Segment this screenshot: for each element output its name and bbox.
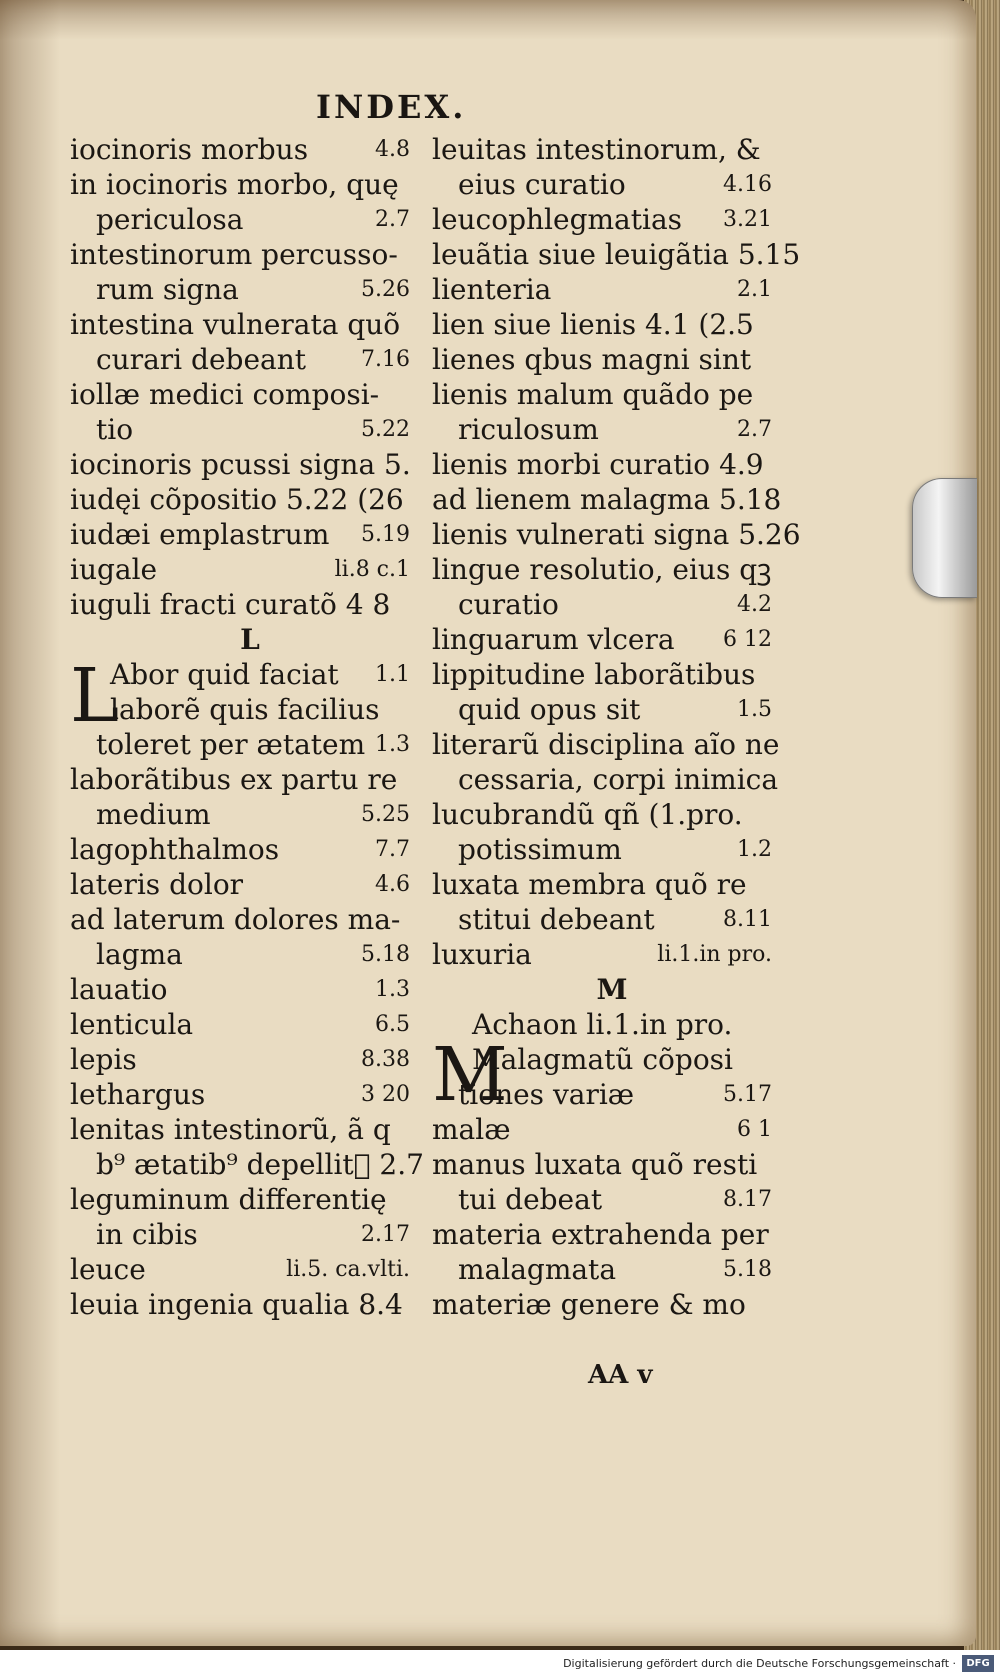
- index-entry: [432, 552, 772, 587]
- index-entry: [70, 692, 410, 727]
- index-entry-reference: 5.22: [361, 417, 410, 442]
- index-entry: [432, 937, 772, 972]
- index-entry-text: lagma: [96, 938, 183, 971]
- index-entry: [70, 832, 410, 867]
- index-entry: [70, 1077, 410, 1112]
- index-entry-text: leuce: [70, 1253, 146, 1286]
- index-entry-text: periculosa: [96, 203, 244, 236]
- index-entry-text: stitui debeant: [458, 903, 655, 936]
- index-entry: [70, 902, 410, 937]
- index-entry: [432, 342, 772, 377]
- index-entry: [432, 1182, 772, 1217]
- drop-initial-l: L: [70, 653, 120, 739]
- index-entry-text: L: [240, 623, 260, 656]
- section-letter: [432, 972, 772, 1007]
- index-entry-text: lien siue lienis 4.1 (2.5: [432, 308, 754, 341]
- index-entry: [70, 1147, 424, 1182]
- index-entry-reference: 1.2: [737, 837, 772, 862]
- index-entry-reference: 6.5: [375, 1012, 410, 1037]
- index-entry: [432, 167, 772, 202]
- index-entry-reference: li.5. ca.vlti.: [286, 1257, 410, 1282]
- index-entry-text: lingue resolutio, eius qꝫ: [432, 553, 772, 586]
- index-entry-text: leuitas intestinorum, &: [432, 133, 761, 166]
- section-letter: [70, 622, 410, 657]
- index-entry-text: quid opus sit: [458, 693, 641, 726]
- index-entry: [432, 377, 772, 412]
- index-entry-reference: 2.17: [361, 1222, 410, 1247]
- index-entry-text: literarũ disciplina aĩo ne: [432, 728, 780, 761]
- index-entry-text: curatio: [458, 588, 559, 621]
- index-entry-text: toleret per ætatem: [96, 728, 366, 761]
- index-entry: [432, 622, 772, 657]
- index-entry-reference: 5.25: [361, 802, 410, 827]
- index-entry-text: leguminum differentię: [70, 1183, 387, 1216]
- page-heading: INDEX.: [316, 88, 467, 126]
- index-entry-text: iugale: [70, 553, 158, 586]
- index-entry-reference: 4.16: [723, 172, 772, 197]
- index-entry: [432, 727, 780, 762]
- index-entry-reference: 3.21: [723, 207, 772, 232]
- index-entry-text: tiones variæ: [458, 1078, 635, 1111]
- index-entry: [70, 202, 410, 237]
- index-entry: [432, 1007, 772, 1042]
- index-entry: [70, 657, 410, 692]
- index-entry: [432, 1147, 772, 1182]
- index-entry-reference: 2.7: [375, 207, 410, 232]
- index-entry-text: leuia ingenia qualia 8.4: [70, 1288, 403, 1321]
- index-entry-text: in iocinoris morbo, quę: [70, 168, 399, 201]
- index-entry: [432, 867, 772, 902]
- index-entry-text: leuãtia siue leuigãtia 5.15: [432, 238, 801, 271]
- index-entry-text: lauatio: [70, 973, 168, 1006]
- index-entry-text: medium: [96, 798, 211, 831]
- index-entry-reference: 4.6: [375, 872, 410, 897]
- index-entry-text: materiæ genere & mo: [432, 1288, 746, 1321]
- index-entry: [70, 272, 410, 307]
- index-entry-reference: 5.17: [723, 1082, 772, 1107]
- index-entry: [70, 1007, 410, 1042]
- index-entry: [432, 1252, 772, 1287]
- index-entry-text: lienis morbi curatio 4.9: [432, 448, 764, 481]
- index-entry: [432, 237, 801, 272]
- index-entry-text: iudęi cõpositio 5.22 (26: [70, 483, 404, 516]
- index-entry: [70, 377, 410, 412]
- index-entry-reference: 5.26: [361, 277, 410, 302]
- index-entry-text: laborãtibus ex partu re: [70, 763, 398, 796]
- index-entry: [70, 447, 410, 482]
- footer-bar: [0, 1650, 1000, 1679]
- index-entry-reference: 8.17: [723, 1187, 772, 1212]
- index-entry-text: curari debeant: [96, 343, 306, 376]
- index-entry-text: iocinoris pcussi signa 5.: [70, 448, 411, 481]
- index-entry: [432, 1217, 772, 1252]
- index-entry: [432, 587, 772, 622]
- dfg-logo: DFG: [962, 1655, 994, 1672]
- index-entry-reference: li.8 c.1: [334, 557, 410, 582]
- index-entry-text: lienteria: [432, 273, 552, 306]
- index-entry: [70, 132, 410, 167]
- index-entry-text: lateris dolor: [70, 868, 244, 901]
- index-entry: [70, 867, 410, 902]
- index-entry-text: luxuria: [432, 938, 532, 971]
- index-entry: [70, 307, 410, 342]
- index-entry: [432, 517, 801, 552]
- index-entry-text: in cibis: [96, 1218, 198, 1251]
- index-entry-reference: 1.1: [375, 662, 410, 687]
- index-column-left: [70, 132, 424, 1322]
- index-entry: [70, 167, 410, 202]
- index-entry-text: lagophthalmos: [70, 833, 280, 866]
- index-entry-text: ad lienem malagma 5.18: [432, 483, 782, 516]
- index-entry-text: lepis: [70, 1043, 137, 1076]
- index-entry: [70, 1287, 410, 1322]
- index-entry-text: iuguli fracti curatõ 4 8: [70, 588, 391, 621]
- index-entry: [70, 1042, 410, 1077]
- signature-mark: AA v: [588, 1360, 653, 1390]
- index-entry: [432, 1042, 772, 1077]
- index-entry-text: cessaria, corpi inimica: [458, 763, 779, 796]
- index-entry: [432, 447, 772, 482]
- index-entry-reference: li.1.in pro.: [657, 942, 772, 967]
- index-entry-text: iollæ medici composi-: [70, 378, 380, 411]
- index-entry-text: lenticula: [70, 1008, 194, 1041]
- index-entry-reference: 1.3: [375, 732, 410, 757]
- index-entry: [70, 797, 410, 832]
- index-entry-text: lucubrandũ qñ (1.pro.: [432, 798, 743, 831]
- index-entry: [70, 517, 410, 552]
- index-entry-text: lienis vulnerati signa 5.26: [432, 518, 801, 551]
- index-entry-reference: 1.3: [375, 977, 410, 1002]
- index-entry-text: Malagmatũ cõposi: [472, 1043, 734, 1076]
- index-entry-text: materia extrahenda per: [432, 1218, 769, 1251]
- index-entry-text: tui debeat: [458, 1183, 603, 1216]
- index-entry: [70, 412, 410, 447]
- index-entry-text: leucophlegmatias: [432, 203, 683, 236]
- index-entry-reference: 7.16: [361, 347, 410, 372]
- index-entry: [70, 1112, 410, 1147]
- index-entry: [432, 202, 772, 237]
- index-entry-text: M: [596, 973, 628, 1006]
- index-entry-reference: 8.11: [723, 907, 772, 932]
- index-entry-text: lienis malum quãdo pe: [432, 378, 754, 411]
- index-column-right: [432, 132, 801, 1322]
- page-clip: [912, 478, 977, 598]
- index-entry: [70, 342, 410, 377]
- index-entry-reference: 4.8: [375, 137, 410, 162]
- index-entry-text: iocinoris morbus: [70, 133, 309, 166]
- index-entry-reference: 7.7: [375, 837, 410, 862]
- index-entry-text: Achaon li.1.in pro.: [472, 1008, 733, 1041]
- index-entry: [432, 132, 772, 167]
- index-entry-text: linguarum vlcera: [432, 623, 675, 656]
- index-entry: [70, 937, 410, 972]
- index-entry: [432, 692, 772, 727]
- index-entry: [432, 1077, 772, 1112]
- index-entry: [432, 482, 782, 517]
- index-entry-text: malagmata: [458, 1253, 617, 1286]
- index-entry-reference: 6 1: [737, 1117, 772, 1142]
- drop-initial-m: M: [432, 1032, 508, 1118]
- index-entry-text: tio: [96, 413, 134, 446]
- index-entry: [70, 1182, 410, 1217]
- index-entry: [70, 972, 410, 1007]
- index-entry-text: lenitas intestinorũ, ã q: [70, 1113, 391, 1146]
- index-entry-text: lethargus: [70, 1078, 206, 1111]
- index-entry: [432, 832, 772, 867]
- index-entry-text: manus luxata quõ resti: [432, 1148, 758, 1181]
- index-entry: [70, 237, 410, 272]
- index-entry-reference: 4.2: [737, 592, 772, 617]
- index-entry-text: intestina vulnerata quõ: [70, 308, 401, 341]
- index-entry-text: b⁹ ætatib⁹ depellitᷓ 2.7: [96, 1148, 424, 1181]
- index-entry-reference: 5.19: [361, 522, 410, 547]
- index-entry: [70, 1252, 410, 1287]
- index-entry-reference: 8.38: [361, 1047, 410, 1072]
- index-entry: [70, 482, 410, 517]
- index-entry-reference: 1.5: [737, 697, 772, 722]
- index-entry-text: lienes qbus magni sint: [432, 343, 752, 376]
- index-entry-text: riculosum: [458, 413, 599, 446]
- index-entry: [432, 1112, 772, 1147]
- index-entry: [70, 762, 410, 797]
- index-entry: [432, 307, 772, 342]
- index-entry-text: rum signa: [96, 273, 239, 306]
- index-entry-text: Abor quid faciat: [110, 658, 339, 691]
- index-entry-text: iudæi emplastrum: [70, 518, 330, 551]
- index-entry: [432, 762, 779, 797]
- index-entry: [70, 1217, 410, 1252]
- index-entry-reference: 6 12: [723, 627, 772, 652]
- index-entry-reference: 5.18: [723, 1257, 772, 1282]
- index-entry-text: malæ: [432, 1113, 511, 1146]
- index-entry: [70, 727, 410, 762]
- index-entry-text: eius curatio: [458, 168, 626, 201]
- index-entry-reference: 2.1: [737, 277, 772, 302]
- index-entry: [432, 657, 772, 692]
- index-entry-reference: 3 20: [361, 1082, 410, 1107]
- index-entry-text: laborẽ quis facilius: [110, 693, 380, 726]
- index-entry: [432, 902, 772, 937]
- index-entry: [432, 797, 772, 832]
- index-entry-text: ad laterum dolores ma-: [70, 903, 401, 936]
- index-entry: [432, 412, 772, 447]
- index-entry-text: lippitudine laborãtibus: [432, 658, 756, 691]
- index-entry: [70, 587, 410, 622]
- index-entry: [432, 1287, 772, 1322]
- index-entry-text: intestinorum percusso-: [70, 238, 398, 271]
- index-entry: [70, 552, 410, 587]
- index-entry-text: potissimum: [458, 833, 622, 866]
- footer-credit: Digitalisierung gefördert durch die Deutsche Forschungsgemeinschaft ·: [563, 1657, 956, 1670]
- index-entry: [432, 272, 772, 307]
- index-entry-reference: 5.18: [361, 942, 410, 967]
- index-entry-text: luxata membra quõ re: [432, 868, 747, 901]
- index-entry-reference: 2.7: [737, 417, 772, 442]
